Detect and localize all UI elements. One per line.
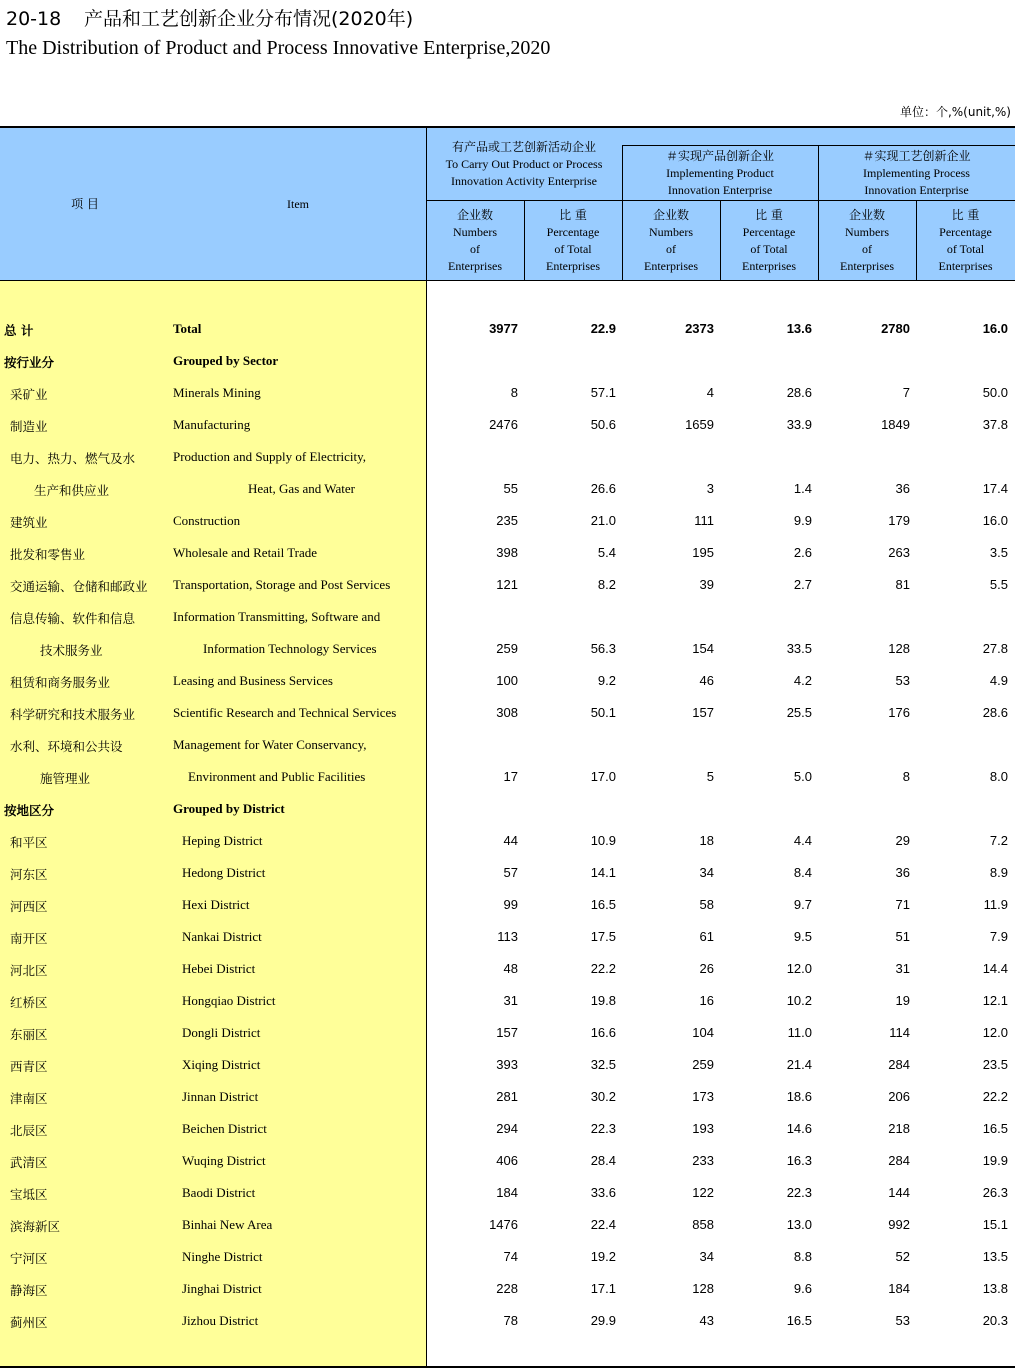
table-row [0, 633, 1015, 665]
row-label-en: Wholesale and Retail Trade [173, 545, 318, 560]
row-label-en: Baodi District [182, 1185, 256, 1200]
row-label-en: Leasing and Business Services [173, 673, 333, 688]
row-label-cn: 东丽区 [10, 1027, 48, 1042]
cell-pct-2: 12.0 [786, 961, 812, 976]
cell-pct-2: 10.2 [786, 993, 812, 1008]
cell-pct-2: 33.5 [786, 641, 812, 656]
row-label-en: Heat, Gas and Water [248, 481, 356, 496]
row-label-en: Grouped by Sector [173, 353, 279, 368]
row-label-en: Jinghai District [182, 1281, 262, 1296]
cell-count-1: 228 [496, 1281, 518, 1296]
cell-pct-3: 13.5 [982, 1249, 1008, 1264]
row-label-cn: 北辰区 [10, 1123, 48, 1138]
row-label-cn: 静海区 [10, 1283, 48, 1298]
cell-count-2: 122 [692, 1185, 714, 1200]
cell-pct-3: 13.8 [982, 1281, 1008, 1296]
cell-pct-2: 16.5 [786, 1313, 812, 1328]
cell-count-3: 218 [888, 1121, 910, 1136]
row-label-cn: 宁河区 [10, 1251, 48, 1266]
cell-count-2: 173 [692, 1089, 714, 1104]
cell-count-1: 157 [496, 1025, 518, 1040]
row-label-en: Production and Supply of Electricity, [173, 449, 367, 464]
table-row [0, 889, 1015, 921]
cell-count-1: 398 [496, 545, 518, 560]
row-label-cn: 制造业 [10, 419, 48, 434]
cell-count-3: 81 [895, 577, 910, 592]
table-row [0, 761, 1015, 793]
row-label-cn: 生产和供应业 [34, 483, 110, 498]
cell-pct-2: 9.5 [793, 929, 812, 944]
cell-count-1: 74 [503, 1249, 518, 1264]
cell-count-2: 157 [692, 705, 714, 720]
cell-pct-2: 22.3 [786, 1185, 812, 1200]
cell-count-1: 57 [503, 865, 518, 880]
cell-pct-1: 30.2 [590, 1089, 616, 1104]
cell-pct-2: 9.7 [793, 897, 812, 912]
cell-count-3: 36 [895, 865, 910, 880]
cell-count-3: 53 [895, 673, 910, 688]
cell-pct-2: 9.6 [793, 1281, 812, 1296]
cell-pct-3: 23.5 [982, 1057, 1008, 1072]
cell-count-3: 1849 [881, 417, 910, 432]
table-row [0, 345, 1015, 377]
cell-count-2: 34 [699, 865, 714, 880]
cell-pct-3: 19.9 [982, 1153, 1008, 1168]
table-row [0, 409, 1015, 441]
cell-pct-3: 22.2 [982, 1089, 1008, 1104]
cell-count-2: 18 [699, 833, 714, 848]
cell-pct-1: 33.6 [590, 1185, 616, 1200]
row-label-cn: 宝坻区 [10, 1187, 48, 1202]
cell-pct-2: 1.4 [793, 481, 812, 496]
cell-pct-1: 22.2 [590, 961, 616, 976]
cell-pct-3: 14.4 [982, 961, 1008, 976]
cell-count-2: 5 [706, 769, 714, 784]
cell-count-2: 2373 [685, 321, 714, 336]
cell-count-2: 43 [699, 1313, 714, 1328]
row-label-cn: 交通运输、仓储和邮政业 [10, 579, 148, 594]
cell-pct-3: 12.0 [982, 1025, 1008, 1040]
cell-count-3: 206 [888, 1089, 910, 1104]
header-count: 企业数 Numbers of Enterprises [644, 208, 698, 273]
cell-pct-2: 2.7 [793, 577, 812, 592]
row-label-cn: 技术服务业 [40, 643, 103, 658]
cell-count-2: 34 [699, 1249, 714, 1264]
cell-pct-2: 28.6 [786, 385, 812, 400]
cell-count-3: 7 [902, 385, 910, 400]
cell-pct-2: 18.6 [786, 1089, 812, 1104]
row-label-cn: 建筑业 [10, 515, 48, 530]
row-label-en: Information Technology Services [203, 641, 377, 656]
cell-count-3: 51 [895, 929, 910, 944]
cell-count-3: 284 [888, 1153, 910, 1168]
row-label-cn: 电力、热力、燃气及水 [10, 451, 136, 466]
cell-pct-2: 2.6 [793, 545, 812, 560]
row-label-en: Wuqing District [182, 1153, 266, 1168]
cell-pct-3: 16.5 [982, 1121, 1008, 1136]
table-row [0, 729, 1015, 761]
table-row [0, 313, 1015, 345]
cell-count-1: 393 [496, 1057, 518, 1072]
header-item-en: Item [287, 197, 309, 211]
row-label-cn: 滨海新区 [10, 1219, 61, 1234]
table-row [0, 825, 1015, 857]
table-row [0, 505, 1015, 537]
cell-count-1: 55 [503, 481, 518, 496]
table-row [0, 921, 1015, 953]
table-title-cn [6, 4, 413, 31]
cell-count-1: 2476 [489, 417, 518, 432]
row-label-en: Hebei District [182, 961, 256, 976]
row-label-cn: 蓟州区 [10, 1315, 48, 1330]
row-label-en: Grouped by District [173, 801, 285, 816]
cell-pct-3: 4.9 [989, 673, 1008, 688]
cell-pct-1: 22.9 [590, 321, 616, 336]
header-count: 企业数 Numbers of Enterprises [448, 208, 502, 273]
row-label-en: Heping District [182, 833, 263, 848]
cell-pct-2: 8.4 [793, 865, 812, 880]
table-row [0, 1209, 1015, 1241]
unit-note: 单位：个,%(unit,%) [899, 105, 1011, 119]
cell-count-1: 17 [503, 769, 518, 784]
cell-pct-3: 50.0 [982, 385, 1008, 400]
cell-pct-2: 9.9 [793, 513, 812, 528]
cell-count-2: 1659 [685, 417, 714, 432]
cell-count-3: 176 [888, 705, 910, 720]
row-label-cn: 津南区 [10, 1091, 48, 1106]
table-row [0, 1305, 1015, 1337]
row-label-en: Minerals Mining [173, 385, 261, 400]
cell-pct-1: 16.6 [590, 1025, 616, 1040]
cell-pct-3: 12.1 [982, 993, 1008, 1008]
table-row [0, 793, 1015, 825]
cell-pct-2: 14.6 [786, 1121, 812, 1136]
cell-pct-2: 21.4 [786, 1057, 812, 1072]
row-label-en: Nankai District [182, 929, 262, 944]
row-label-cn: 按行业分 [4, 355, 55, 370]
cell-pct-3: 8.9 [989, 865, 1008, 880]
cell-pct-3: 17.4 [982, 481, 1008, 496]
cell-count-2: 111 [694, 513, 714, 528]
row-label-en: Xiqing District [182, 1057, 261, 1072]
cell-count-1: 100 [496, 673, 518, 688]
table-row [0, 537, 1015, 569]
header-item-cn: 项 目 [71, 197, 99, 211]
table-row [0, 1017, 1015, 1049]
row-label-cn: 水利、环境和公共设 [10, 739, 123, 754]
cell-count-3: 19 [895, 993, 910, 1008]
cell-pct-1: 14.1 [590, 865, 616, 880]
row-label-en: Manufacturing [173, 417, 251, 432]
cell-count-2: 233 [692, 1153, 714, 1168]
row-label-en: Information Transmitting, Software and [173, 609, 381, 624]
cell-pct-1: 5.4 [597, 545, 616, 560]
cell-pct-1: 22.4 [590, 1217, 616, 1232]
table-row [0, 569, 1015, 601]
cell-pct-3: 37.8 [982, 417, 1008, 432]
header-group-2: ＃实现产品创新企业 Implementing Product Innovation Enterprise [665, 149, 774, 197]
row-label-en: Jinnan District [182, 1089, 259, 1104]
cell-count-3: 52 [895, 1249, 910, 1264]
cell-count-2: 4 [706, 385, 714, 400]
row-label-cn: 科学研究和技术服务业 [10, 707, 136, 722]
header-group-3: ＃实现工艺创新企业 Implementing Process Innovation Enterprise [862, 149, 971, 197]
cell-count-3: 2780 [881, 321, 910, 336]
cell-pct-1: 16.5 [590, 897, 616, 912]
row-label-en: Management for Water Conservancy, [173, 737, 367, 752]
cell-pct-2: 16.3 [786, 1153, 812, 1168]
cell-count-1: 44 [503, 833, 518, 848]
row-label-en: Transportation, Storage and Post Services [173, 577, 391, 592]
cell-pct-1: 29.9 [590, 1313, 616, 1328]
cell-count-1: 259 [496, 641, 518, 656]
cell-count-3: 53 [895, 1313, 910, 1328]
table-row [0, 1049, 1015, 1081]
cell-count-1: 78 [503, 1313, 518, 1328]
row-label-en: Jizhou District [182, 1313, 259, 1328]
cell-count-2: 104 [692, 1025, 714, 1040]
cell-pct-3: 7.9 [989, 929, 1008, 944]
cell-pct-2: 33.9 [786, 417, 812, 432]
cell-count-1: 99 [503, 897, 518, 912]
table-row [0, 665, 1015, 697]
cell-count-2: 58 [699, 897, 714, 912]
cell-pct-1: 17.0 [590, 769, 616, 784]
cell-pct-1: 26.6 [590, 481, 616, 496]
cell-count-2: 193 [692, 1121, 714, 1136]
cell-pct-2: 13.6 [786, 321, 812, 336]
cell-pct-1: 19.2 [590, 1249, 616, 1264]
cell-pct-1: 8.2 [597, 577, 616, 592]
cell-pct-3: 3.5 [989, 545, 1008, 560]
row-label-cn: 和平区 [10, 835, 48, 850]
cell-pct-3: 5.5 [989, 577, 1008, 592]
cell-count-2: 128 [692, 1281, 714, 1296]
cell-count-2: 195 [692, 545, 714, 560]
cell-count-1: 406 [496, 1153, 518, 1168]
cell-pct-3: 8.0 [989, 769, 1008, 784]
cell-count-1: 184 [496, 1185, 518, 1200]
cell-count-3: 36 [895, 481, 910, 496]
cell-pct-1: 22.3 [590, 1121, 616, 1136]
cell-count-2: 26 [699, 961, 714, 976]
cell-count-2: 16 [699, 993, 714, 1008]
cell-pct-2: 4.2 [793, 673, 812, 688]
row-label-cn: 租赁和商务服务业 [10, 675, 111, 690]
cell-pct-3: 15.1 [982, 1217, 1008, 1232]
row-label-en: Total [173, 321, 202, 336]
table-row [0, 1145, 1015, 1177]
cell-count-1: 1476 [489, 1217, 518, 1232]
row-label-en: Scientific Research and Technical Services [173, 705, 397, 720]
row-label-cn: 批发和零售业 [10, 547, 86, 562]
row-label-en: Beichen District [182, 1121, 267, 1136]
header-pct: 比 重 Percentage of Total Enterprises [938, 208, 993, 273]
cell-count-2: 154 [692, 641, 714, 656]
row-label-cn: 红桥区 [10, 995, 48, 1010]
table-title-cn-text: 产品和工艺创新企业分布情况(2020年) [84, 8, 414, 30]
row-label-cn: 南开区 [10, 931, 48, 946]
table-row [0, 1177, 1015, 1209]
cell-pct-2: 25.5 [786, 705, 812, 720]
cell-count-3: 71 [895, 897, 910, 912]
table-number: 20-18 [6, 8, 62, 30]
cell-pct-1: 57.1 [590, 385, 616, 400]
row-label-cn: 信息传输、软件和信息 [10, 611, 136, 626]
table-row [0, 1081, 1015, 1113]
cell-count-3: 263 [888, 545, 910, 560]
top-rule [0, 126, 1015, 128]
table-row [0, 1241, 1015, 1273]
bottom-rule [0, 1366, 1015, 1368]
cell-pct-1: 56.3 [590, 641, 616, 656]
cell-count-3: 144 [888, 1185, 910, 1200]
cell-count-3: 31 [895, 961, 910, 976]
cell-pct-3: 16.0 [982, 513, 1008, 528]
row-label-en: Hexi District [182, 897, 250, 912]
row-label-en: Construction [173, 513, 241, 528]
table-row [0, 473, 1015, 505]
cell-pct-2: 11.0 [787, 1025, 812, 1040]
header-count: 企业数 Numbers of Enterprises [840, 208, 894, 273]
header-bottom-line [0, 280, 1015, 281]
cell-pct-3: 26.3 [982, 1185, 1008, 1200]
row-label-en: Dongli District [182, 1025, 261, 1040]
cell-pct-3: 27.8 [982, 641, 1008, 656]
table-row [0, 697, 1015, 729]
row-label-cn: 河北区 [10, 963, 48, 978]
cell-count-3: 29 [895, 833, 910, 848]
cell-count-1: 281 [496, 1089, 518, 1104]
cell-count-2: 61 [699, 929, 714, 944]
header-pct: 比 重 Percentage of Total Enterprises [546, 208, 600, 273]
row-label-cn: 武清区 [10, 1155, 48, 1170]
row-label-cn: 采矿业 [10, 387, 48, 402]
cell-pct-1: 9.2 [597, 673, 616, 688]
cell-pct-1: 32.5 [590, 1057, 616, 1072]
cell-count-2: 46 [699, 673, 714, 688]
cell-count-3: 8 [902, 769, 910, 784]
row-label-en: Environment and Public Facilities [188, 769, 366, 784]
row-label-cn: 西青区 [10, 1059, 48, 1074]
cell-pct-1: 10.9 [590, 833, 616, 848]
cell-count-2: 3 [706, 481, 714, 496]
row-label-cn: 按地区分 [4, 803, 55, 818]
cell-pct-1: 50.1 [590, 705, 616, 720]
cell-count-2: 39 [699, 577, 714, 592]
table-row [0, 601, 1015, 633]
table-row [0, 1273, 1015, 1305]
table-title-en: The Distribution of Product and Process Innovative Enterprise,2020 [6, 37, 551, 59]
cell-count-3: 992 [888, 1217, 910, 1232]
table-row [0, 377, 1015, 409]
cell-count-1: 113 [497, 929, 518, 944]
cell-count-1: 3977 [489, 321, 518, 336]
cell-count-2: 858 [692, 1217, 714, 1232]
cell-count-1: 235 [496, 513, 518, 528]
cell-pct-3: 11.9 [983, 897, 1008, 912]
row-label-cn: 施管理业 [40, 771, 91, 786]
cell-pct-2: 4.4 [793, 833, 812, 848]
cell-pct-3: 28.6 [982, 705, 1008, 720]
header-pct: 比 重 Percentage of Total Enterprises [742, 208, 796, 273]
cell-pct-1: 17.5 [590, 929, 616, 944]
row-label-en: Binhai New Area [182, 1217, 273, 1232]
cell-pct-1: 17.1 [590, 1281, 616, 1296]
row-label-cn: 总 计 [4, 323, 34, 338]
row-label-en: Ninghe District [182, 1249, 263, 1264]
cell-count-1: 308 [496, 705, 518, 720]
row-label-en: Hongqiao District [182, 993, 276, 1008]
cell-count-3: 179 [888, 513, 910, 528]
row-label-en: Hedong District [182, 865, 266, 880]
cell-count-3: 284 [888, 1057, 910, 1072]
cell-count-1: 121 [496, 577, 518, 592]
cell-pct-3: 16.0 [982, 321, 1008, 336]
cell-count-1: 31 [503, 993, 518, 1008]
cell-count-2: 259 [692, 1057, 714, 1072]
cell-count-3: 184 [888, 1281, 910, 1296]
cell-pct-1: 50.6 [590, 417, 616, 432]
cell-pct-3: 7.2 [989, 833, 1008, 848]
cell-pct-2: 13.0 [786, 1217, 812, 1232]
table-row [0, 441, 1015, 473]
cell-pct-3: 20.3 [982, 1313, 1008, 1328]
cell-count-1: 8 [510, 385, 518, 400]
row-label-cn: 河东区 [10, 867, 48, 882]
cell-count-3: 128 [888, 641, 910, 656]
cell-pct-1: 19.8 [590, 993, 616, 1008]
cell-pct-1: 21.0 [590, 513, 616, 528]
cell-count-1: 294 [496, 1121, 518, 1136]
table-row [0, 857, 1015, 889]
table-row [0, 953, 1015, 985]
header-group-1: 有产品或工艺创新活动企业 To Carry Out Product or Process Innovation Activity Enterprise [445, 140, 603, 188]
cell-pct-2: 8.8 [793, 1249, 812, 1264]
cell-count-1: 48 [503, 961, 518, 976]
row-label-cn: 河西区 [10, 899, 48, 914]
table-row [0, 985, 1015, 1017]
cell-pct-1: 28.4 [590, 1153, 616, 1168]
cell-count-3: 114 [889, 1025, 910, 1040]
table-row [0, 1113, 1015, 1145]
cell-pct-2: 5.0 [793, 769, 812, 784]
